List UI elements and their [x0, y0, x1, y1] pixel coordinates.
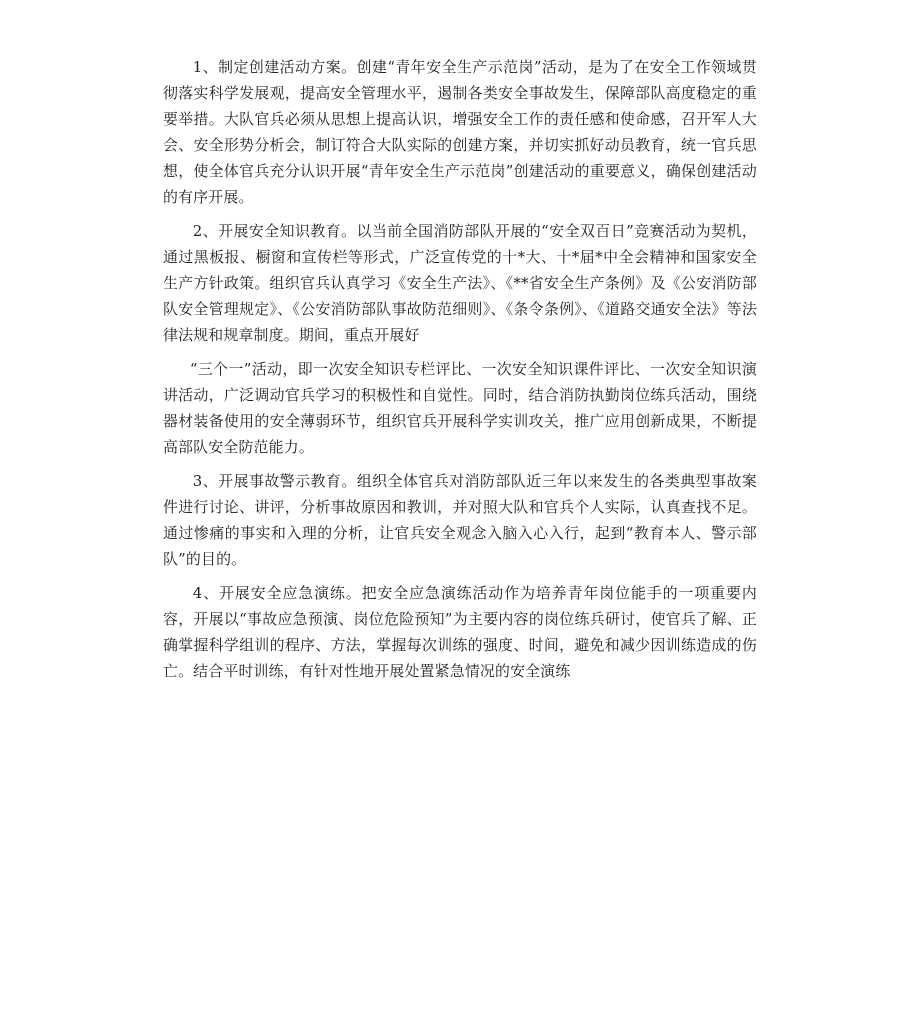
paragraph-2-continued: “三个一”活动，即一次安全知识专栏评比、一次安全知识课件评比、一次安全知识演讲活动，广泛调动官兵学习的积极性和自觉性。同时，结合消防执勤岗位练兵活动，围绕器材装备使用的安全薄弱环节，组织官兵开展科学实训攻关，推广应用创新成果，不断提高部队安全防范能力。: [163, 360, 757, 456]
paragraph-4: 4、开展安全应急演练。把安全应急演练活动作为培养青年岗位能手的一项重要内容，开展以“事故应急预演、岗位危险预知”为主要内容的岗位练兵研讨，使官兵了解、正确掌握科学组训的程序、方法，掌握每次训练的强度、时间，避免和减少因训练造成的伤亡。结合平时训练，有针对性地开展处置紧急情况的安全演练: [163, 584, 757, 680]
paragraph-3: 3、开展事故警示教育。组织全体官兵对消防部队近三年以来发生的各类典型事故案件进行讨论、讲评，分析事故原因和教训，并对照大队和官兵个人实际，认真查找不足。通过惨痛的事实和入理的分析，让官兵安全观念入脑入心入行，起到“教育本人、警示部队”的目的。: [163, 472, 757, 568]
paragraph-1: 1、制定创建活动方案。创建“青年安全生产示范岗”活动，是为了在安全工作领域贯彻落实科学发展观，提高安全管理水平，遏制各类安全事故发生，保障部队高度稳定的重要举措。大队官兵必须从思想上提高认识，增强安全工作的责任感和使命感，召开军人大会、安全形势分析会，制订符合大队实际的创建方案，并切实抓好动员教育，统一官兵思想，使全体官兵充分认识开展“青年安全生产示范岗”创建活动的重要意义，确保创建活动的有序开展。: [163, 58, 757, 206]
document-body: [163, 54, 757, 692]
paragraph-2: 2、开展安全知识教育。以当前全国消防部队开展的“安全双百日”竞赛活动为契机，通过黑板报、橱窗和宣传栏等形式，广泛宣传党的十*大、十*届*中全会精神和国家安全生产方针政策。组织官兵认真学习《安全生产法》、《**省安全生产条例》及《公安消防部队安全管理规定》、《公安消防部队事故防范细则》、《条令条例》、《道路交通安全法》等法律法规和规章制度。期间，重点开展好: [163, 222, 757, 344]
